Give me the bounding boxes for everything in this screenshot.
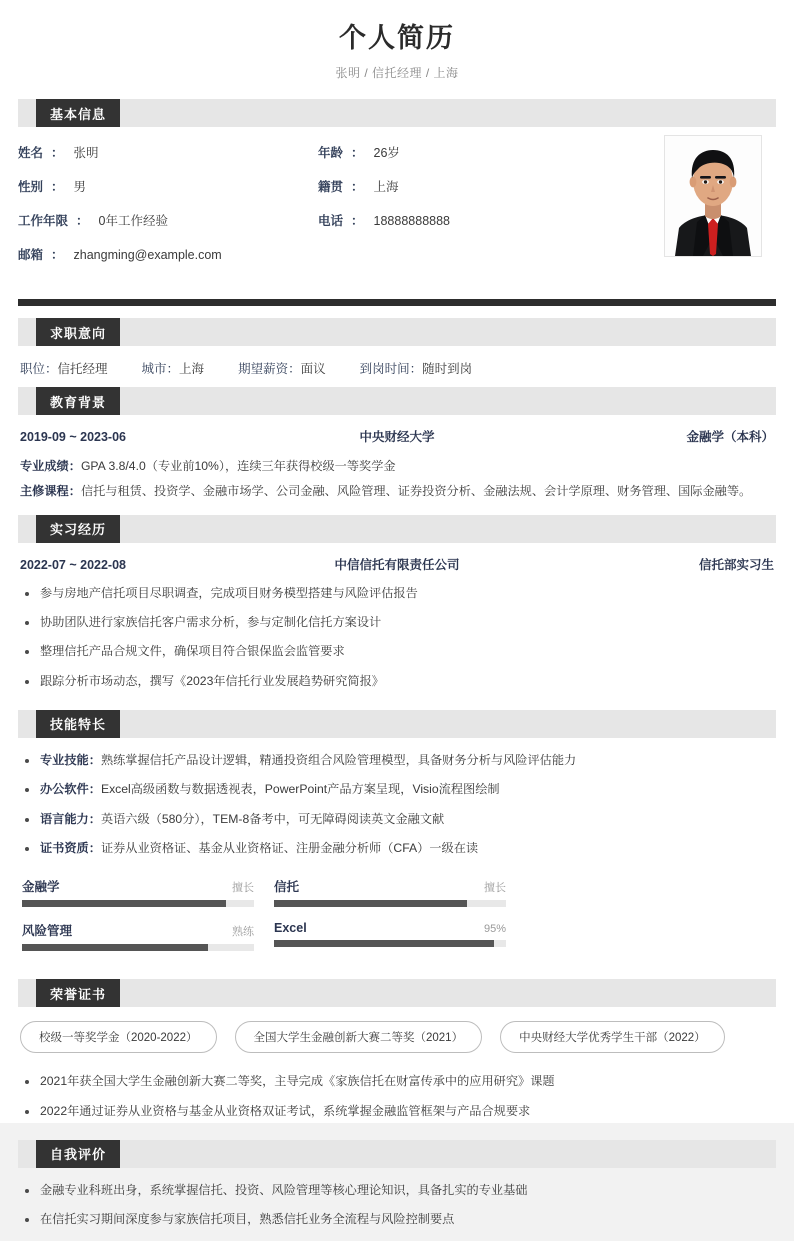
section-tab-honors: 荣誉证书 (36, 979, 120, 1007)
list-item: 整理信托产品合规文件，确保项目符合银保监会监管要求 (20, 641, 774, 662)
page-title: 个人简历 (339, 23, 455, 53)
skill-bar-track (274, 940, 506, 947)
skill-bar-fill (274, 940, 494, 947)
intention-value: 面议 (300, 362, 326, 377)
intention-position (20, 359, 108, 377)
internship-role: 信托部实习生 (698, 557, 774, 572)
section-header-basic (18, 99, 776, 127)
list-item (20, 750, 774, 771)
info-label: 电话 (318, 214, 344, 229)
skill-bar-level: 擅长 (484, 882, 506, 895)
skill-text: 英语六级（580分），TEM-8备考中，可无障碍阅读英文金融文献 (100, 811, 445, 826)
info-label: 籍贯 (318, 180, 344, 195)
education-school: 中央财经大学 (359, 430, 435, 445)
detail-colon: ： (68, 459, 81, 474)
info-field-email (18, 245, 318, 263)
skill-bar-header (274, 921, 506, 935)
skill-colon: ： (88, 782, 101, 797)
list-item: 参与房地产信托项目尽职调查，完成项目财务模型搭建与风险评估报告 (20, 583, 774, 604)
skill-bar-level: 擅长 (232, 882, 254, 895)
intention-value: 随时到岗 (422, 362, 473, 377)
education-block (18, 415, 776, 514)
skill-bar-trust (274, 877, 506, 907)
list-item (20, 809, 774, 830)
info-value: 上海 (373, 180, 399, 195)
section-tab-intention: 求职意向 (36, 318, 120, 346)
intention-availability (360, 359, 473, 377)
intention-row (18, 346, 776, 387)
skill-bar-fill (22, 944, 208, 951)
skill-bar-header (22, 921, 254, 939)
section-header-education (18, 387, 776, 415)
section-tab-basic: 基本信息 (36, 99, 120, 127)
detail-label: 专业成绩 (20, 459, 69, 474)
status-badge: 校级一等奖学金（2020-2022） (20, 1021, 217, 1053)
skill-bar-header (274, 877, 506, 895)
info-colon: ： (51, 248, 64, 263)
skill-label: 办公软件 (40, 782, 89, 797)
info-label: 年龄 (318, 146, 344, 161)
info-row (18, 177, 638, 195)
list-item: 协助团队进行家族信托客户需求分析，参与定制化信托方案设计 (20, 612, 774, 633)
intention-salary (238, 359, 326, 377)
skill-bar-excel (274, 921, 506, 951)
info-label: 姓名 (18, 146, 44, 161)
section-header-honors (18, 979, 776, 1007)
detail-colon: ： (68, 483, 81, 498)
detail-text: GPA 3.8/4.0（专业前10%），连续三年获得校级一等奖学金 (80, 459, 396, 474)
self-evaluation-block (18, 1168, 776, 1241)
honors-detail-block (18, 1071, 776, 1140)
basic-info-grid (18, 143, 638, 263)
info-field-age (318, 143, 638, 161)
intention-value: 上海 (179, 362, 205, 377)
internship-company: 中信信托有限责任公司 (334, 557, 460, 572)
info-value: 男 (73, 180, 87, 195)
info-value: 0年工作经验 (98, 214, 168, 229)
intention-value: 信托经理 (57, 362, 108, 377)
info-value: 18888888888 (373, 214, 451, 229)
list-item: 跟踪分析市场动态，撰写《2023年信托行业发展趋势研究简报》 (20, 671, 774, 692)
section-divider (18, 299, 776, 306)
education-courses-line (20, 480, 774, 503)
info-colon: ： (351, 214, 364, 229)
section-header-skills (18, 710, 776, 738)
info-colon: ： (351, 180, 364, 195)
skill-bar-risk-management (22, 921, 254, 951)
info-row (18, 211, 638, 229)
skill-colon: ： (88, 752, 101, 767)
info-field-name (18, 143, 318, 161)
skill-bar-fill (22, 900, 226, 907)
status-badge: 中央财经大学优秀学生干部（2022） (500, 1021, 725, 1053)
honor-pill-group (18, 1007, 776, 1071)
skill-label: 证书资质 (40, 840, 89, 855)
skill-text: Excel高级函数与数据透视表，PowerPoint产品方案呈现，Visio流程图绘制 (100, 782, 500, 797)
info-value: zhangming@example.com (73, 248, 222, 263)
section-tab-internship: 实习经历 (36, 515, 120, 543)
info-field-gender (18, 177, 318, 195)
intention-label: 到岗时间： (359, 362, 423, 377)
list-item: 2022年通过证券从业资格与基金从业资格双证考试，系统掌握金融监管框架与产品合规要求 (20, 1101, 774, 1122)
info-colon: ： (51, 146, 64, 161)
skill-bar-name: Excel (274, 921, 307, 936)
status-badge: 全国大学生金融创新大赛二等奖（2021） (235, 1021, 483, 1053)
skill-bar-finance (22, 877, 254, 907)
education-date: 2019-09 ~ 2023-06 (20, 430, 126, 445)
document-header (18, 0, 776, 99)
avatar (664, 135, 762, 257)
detail-label: 主修课程 (20, 483, 69, 498)
detail-text: 信托与租赁、投资学、金融市场学、公司金融、风险管理、证券投资分析、金融法规、会计学原理、财务管理、国际金融等。 (80, 483, 752, 498)
info-field-experience (18, 211, 318, 229)
page-subtitle: 张明 / 信托经理 / 上海 (335, 66, 459, 81)
skill-bar-track (22, 900, 254, 907)
skill-bar-track (274, 900, 506, 907)
intention-city (142, 359, 205, 377)
skill-text: 证券从业资格证、基金从业资格证、注册金融分析师（CFA）一级在读 (100, 840, 479, 855)
intention-label: 城市： (141, 362, 180, 377)
skill-bar-group (20, 867, 774, 969)
skill-label: 语言能力 (40, 811, 89, 826)
skill-bar-fill (274, 900, 467, 907)
internship-bullet-list (20, 583, 774, 692)
section-header-self-evaluation (18, 1140, 776, 1168)
list-item: 金融专业科班出身，系统掌握信托、投资、风险管理等核心理论知识，具备扎实的专业基础 (20, 1180, 774, 1201)
info-field-hometown (318, 177, 638, 195)
intention-label: 职位： (20, 362, 58, 377)
info-colon: ： (351, 146, 364, 161)
education-entry-head (20, 427, 774, 445)
basic-info-block (18, 127, 776, 285)
info-colon: ： (51, 180, 64, 195)
skill-bar-level: 95% (483, 923, 506, 936)
info-value: 张明 (73, 146, 99, 161)
info-value: 26岁 (373, 146, 400, 161)
skills-bullet-list (20, 750, 774, 859)
skill-bar-track (22, 944, 254, 951)
skill-bar-name: 信托 (274, 880, 300, 895)
skill-bar-name: 金融学 (22, 880, 60, 895)
list-item (20, 838, 774, 859)
section-tab-self-evaluation: 自我评价 (36, 1140, 120, 1168)
skill-bar-level: 熟练 (232, 926, 254, 939)
info-label: 邮箱 (18, 248, 44, 263)
skill-label: 专业技能 (40, 752, 89, 767)
section-header-intention (18, 318, 776, 346)
education-gpa-line (20, 455, 774, 478)
honors-bullet-list (20, 1071, 774, 1122)
section-header-internship (18, 515, 776, 543)
internship-date: 2022-07 ~ 2022-08 (20, 557, 126, 572)
list-item: 2021年获全国大学生金融创新大赛二等奖，主导完成《家族信托在财富传承中的应用研究》课题 (20, 1071, 774, 1092)
info-field-phone (318, 211, 638, 229)
self-evaluation-bullet-list (20, 1180, 774, 1201)
intention-label: 期望薪资： (238, 362, 301, 377)
skill-text: 熟练掌握信托产品设计逻辑，精通投资组合风险管理模型，具备财务分析与风险评估能力 (100, 752, 577, 767)
info-colon: ： (76, 214, 89, 229)
section-tab-education: 教育背景 (36, 387, 120, 415)
info-row (18, 143, 638, 161)
internship-entry-head (20, 555, 774, 573)
skill-bar-header (22, 877, 254, 895)
skill-colon: ： (88, 840, 101, 855)
education-major: 金融学（本科） (686, 430, 774, 445)
info-label: 性别 (18, 180, 44, 195)
list-item-clipped: 在信托实习期间深度参与家族信托项目，熟悉信托业务全流程与风险控制要点 (20, 1209, 774, 1230)
skill-colon: ： (88, 811, 101, 826)
list-item (20, 779, 774, 800)
internship-block (18, 543, 776, 710)
info-row (18, 245, 638, 263)
skills-block (18, 738, 776, 979)
info-label: 工作年限 (18, 214, 69, 229)
skill-bar-name: 风险管理 (22, 924, 73, 939)
section-tab-skills: 技能特长 (36, 710, 120, 738)
